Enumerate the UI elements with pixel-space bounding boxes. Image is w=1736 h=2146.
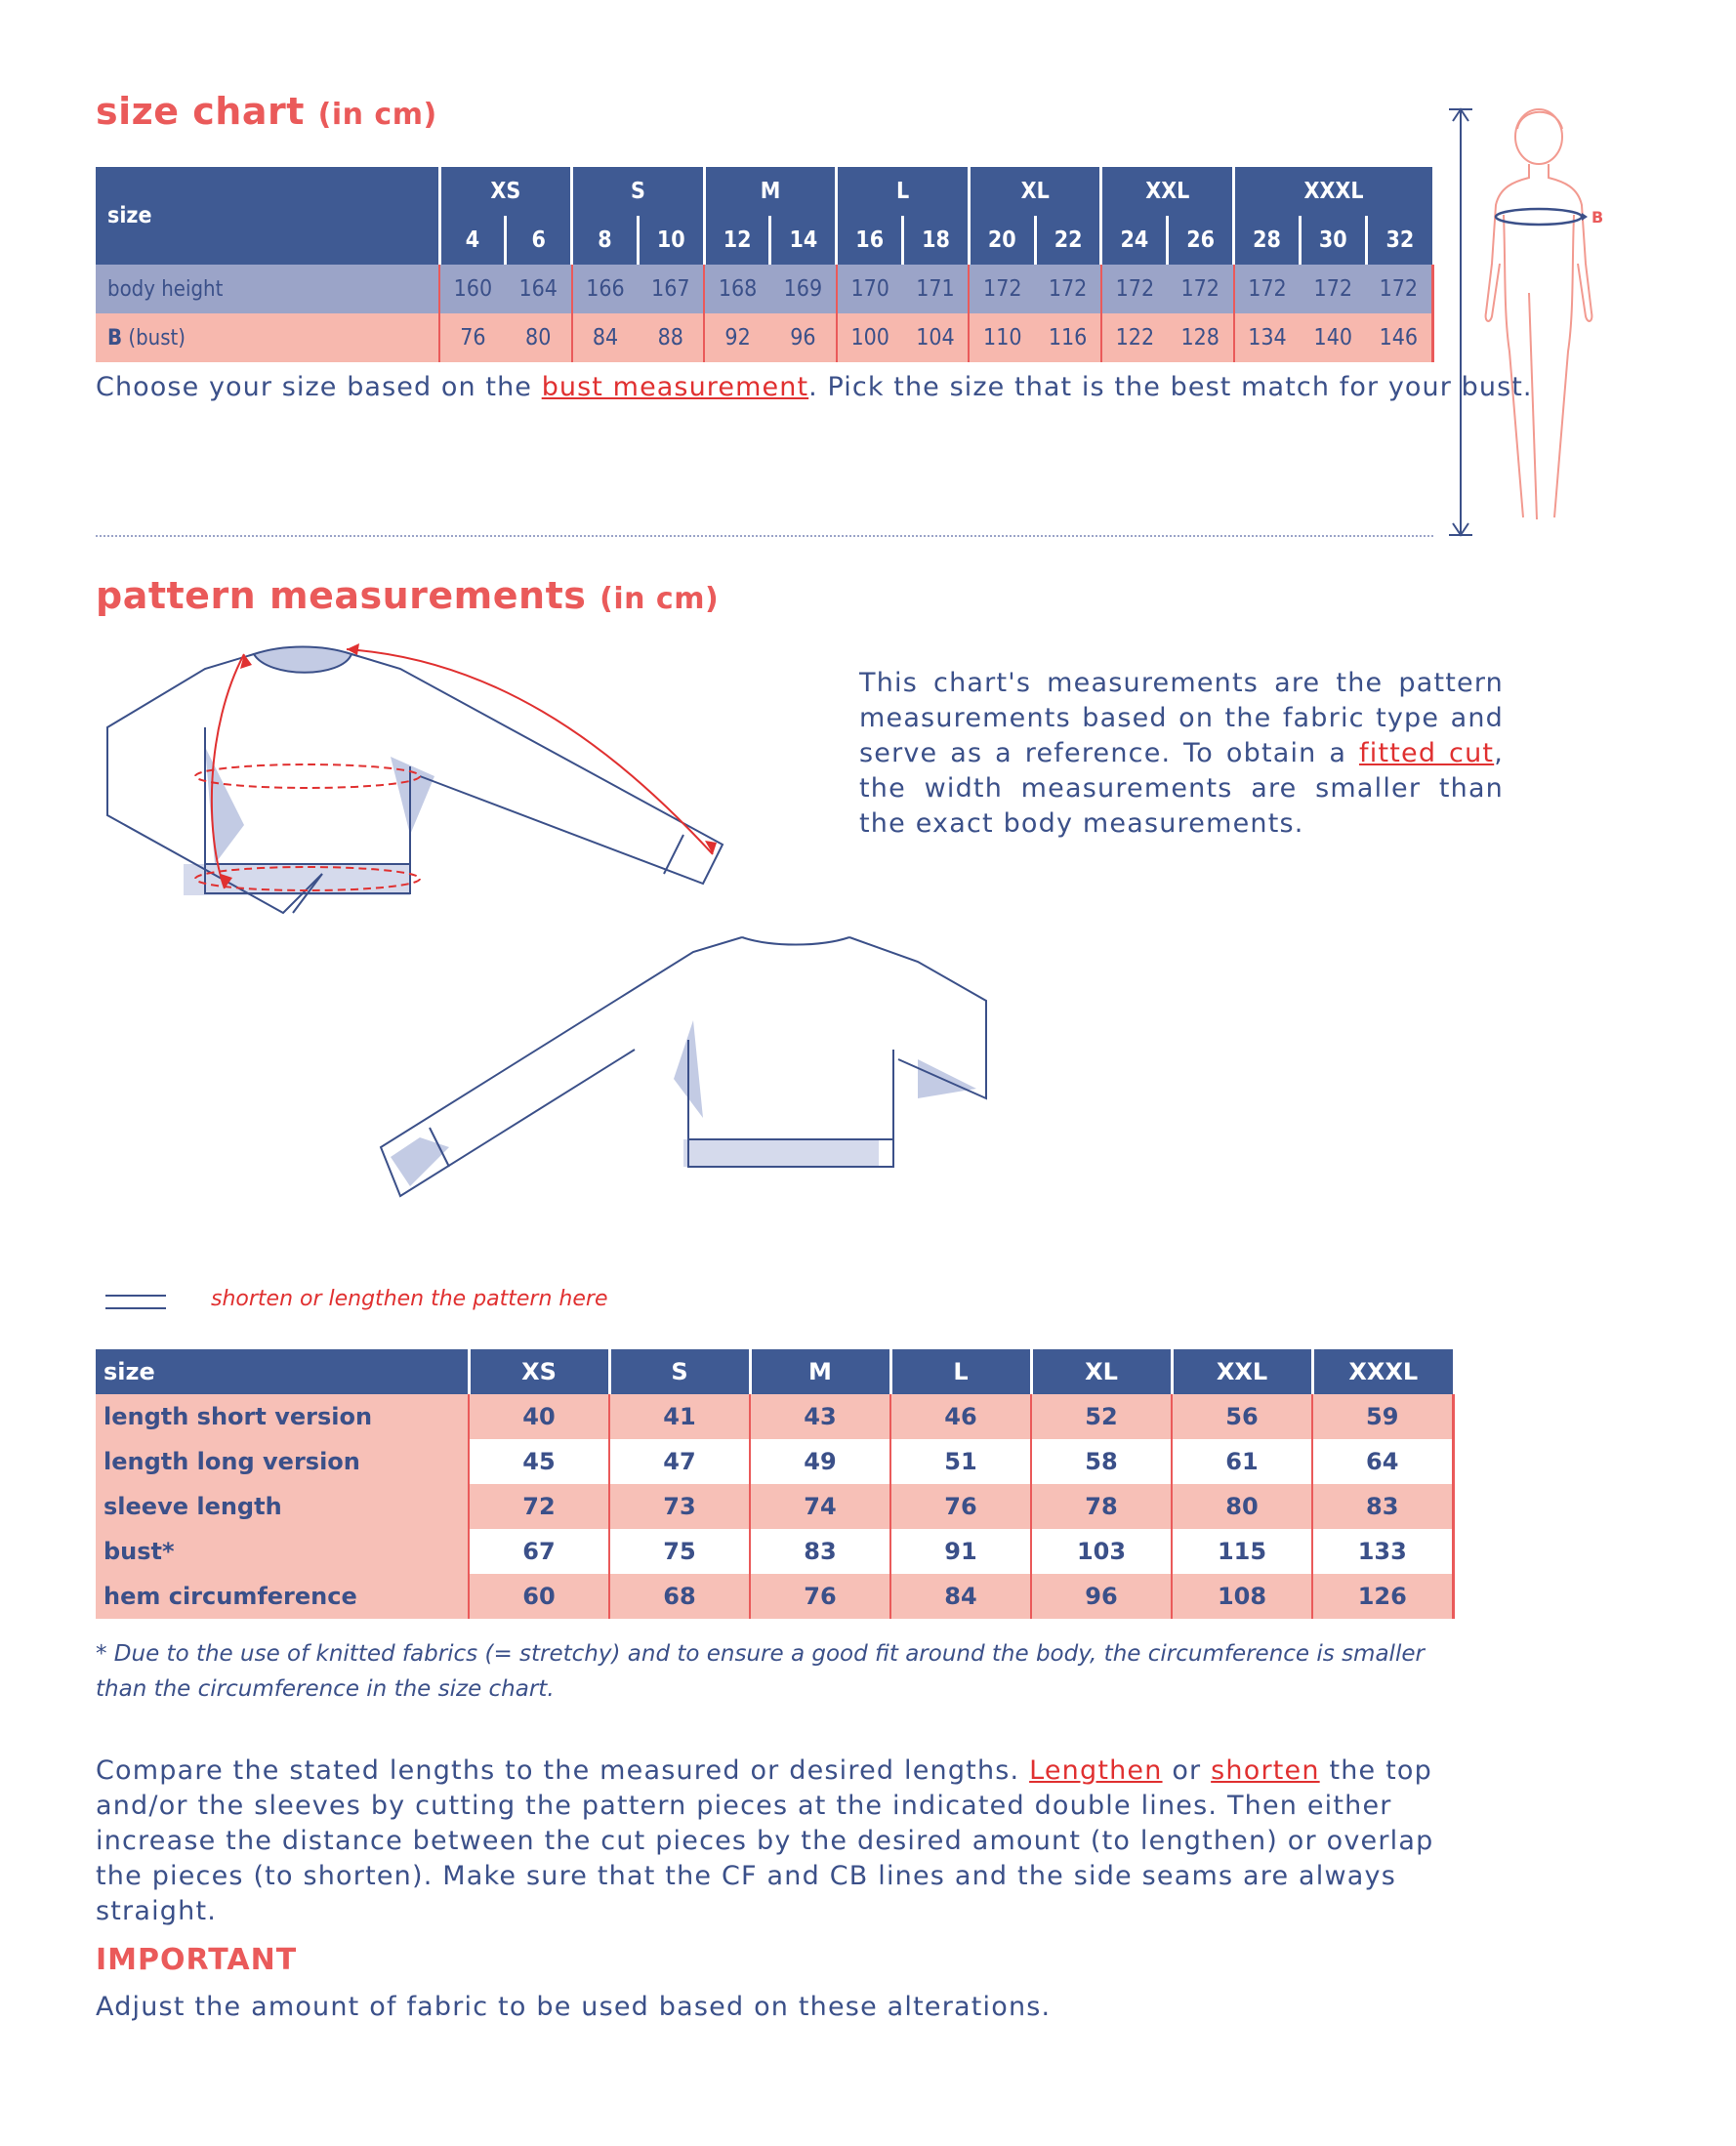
table-cell: 40 <box>469 1394 609 1439</box>
bust-value: 128 <box>1168 313 1234 362</box>
bust-value: 146 <box>1366 313 1432 362</box>
body-height-value: 160 <box>439 265 506 313</box>
table-cell: 78 <box>1031 1484 1172 1529</box>
size-number: 16 <box>837 216 903 265</box>
size-group: S <box>572 167 705 216</box>
pattern-size: S <box>609 1349 750 1394</box>
table-cell: 61 <box>1172 1439 1312 1484</box>
table-cell: 126 <box>1312 1574 1453 1619</box>
row-label: hem circumference <box>96 1574 469 1619</box>
table-cell: 45 <box>469 1439 609 1484</box>
body-height-value: 168 <box>704 265 770 313</box>
table-cell: 68 <box>609 1574 750 1619</box>
table-cell: 56 <box>1172 1394 1312 1439</box>
table-row <box>96 1574 1453 1619</box>
table-cell: 115 <box>1172 1529 1312 1574</box>
pattern-size-row <box>96 1349 1453 1394</box>
size-group: XL <box>969 167 1101 216</box>
row-label: length long version <box>96 1439 469 1484</box>
body-height-label: body height <box>96 265 439 313</box>
table-cell: 46 <box>890 1394 1031 1439</box>
pattern-size: M <box>750 1349 890 1394</box>
table-cell: 74 <box>750 1484 890 1529</box>
table-cell: 60 <box>469 1574 609 1619</box>
row-label: length short version <box>96 1394 469 1439</box>
size-number: 12 <box>704 216 770 265</box>
body-height-value: 172 <box>1035 265 1101 313</box>
pattern-size: XXXL <box>1312 1349 1453 1394</box>
bust-value: 76 <box>439 313 506 362</box>
size-number: 24 <box>1101 216 1168 265</box>
size-instruction <box>96 370 1533 405</box>
size-chart-unit: (in cm) <box>317 98 437 132</box>
size-group: XXXL <box>1234 167 1432 216</box>
size-chart-heading <box>96 90 437 133</box>
table-cell: 80 <box>1172 1484 1312 1529</box>
table-cell: 49 <box>750 1439 890 1484</box>
bust-label-letter: B <box>107 325 123 351</box>
body-figure-illustration <box>1435 98 1611 547</box>
table-cell: 84 <box>890 1574 1031 1619</box>
bust-row <box>96 313 1432 362</box>
size-number: 14 <box>770 216 837 265</box>
size-number: 6 <box>506 216 572 265</box>
body-height-value: 172 <box>1366 265 1432 313</box>
pattern-size: XL <box>1031 1349 1172 1394</box>
table-cell: 76 <box>750 1574 890 1619</box>
table-cell: 43 <box>750 1394 890 1439</box>
bust-value: 116 <box>1035 313 1101 362</box>
table-row <box>96 1439 1453 1484</box>
pattern-size: XS <box>469 1349 609 1394</box>
size-chart-title: size chart <box>96 90 305 133</box>
size-group: L <box>837 167 970 216</box>
alteration-text-mid: or <box>1162 1755 1212 1786</box>
size-group-row <box>96 167 1432 216</box>
pattern-description <box>859 666 1504 842</box>
measurement-arrows <box>195 649 713 890</box>
table-cell: 58 <box>1031 1439 1172 1484</box>
table-cell: 47 <box>609 1439 750 1484</box>
table-cell: 72 <box>469 1484 609 1529</box>
pattern-heading <box>96 574 719 617</box>
row-label: bust* <box>96 1529 469 1574</box>
bust-value: 104 <box>903 313 970 362</box>
alteration-text: Compare the stated lengths to the measured or desired lengths. <box>96 1755 1030 1786</box>
table-cell: 75 <box>609 1529 750 1574</box>
size-number: 32 <box>1366 216 1432 265</box>
size-number: 8 <box>572 216 639 265</box>
alteration-text-end: the top and/or the sleeves by cutting the pattern pieces at the indicated double lines. Then either increase the distance between the cut pieces by the desired amount (to lengthen) or overlap the pieces (to shorten). Make sure that the CF and CB lines and the side seams are always straight. <box>96 1755 1434 1926</box>
table-cell: 83 <box>750 1529 890 1574</box>
section-divider <box>96 535 1433 537</box>
pattern-size-label: size <box>96 1349 469 1394</box>
size-label: size <box>96 167 439 265</box>
bust-value: 88 <box>638 313 704 362</box>
legend-text: shorten or lengthen the pattern here <box>211 1287 608 1311</box>
important-text: Adjust the amount of fabric to be used based on these alterations. <box>96 1992 1052 2022</box>
pattern-table <box>96 1349 1455 1619</box>
pattern-size: XXL <box>1172 1349 1312 1394</box>
footnote: * Due to the use of knitted fabrics (= stretchy) and to ensure a good fit around the body, the circumference is smaller than the circumference in the size chart. <box>96 1641 1425 1702</box>
size-number: 4 <box>439 216 506 265</box>
table-cell: 96 <box>1031 1574 1172 1619</box>
figure-bust-label: B <box>1591 208 1604 227</box>
lengthen-link[interactable]: Lengthen <box>1029 1755 1163 1786</box>
pattern-size: L <box>890 1349 1031 1394</box>
size-number: 30 <box>1300 216 1366 265</box>
size-number: 28 <box>1234 216 1301 265</box>
body-height-value: 164 <box>506 265 572 313</box>
size-number: 18 <box>903 216 970 265</box>
size-group: XXL <box>1101 167 1234 216</box>
table-cell: 103 <box>1031 1529 1172 1574</box>
row-label: sleeve length <box>96 1484 469 1529</box>
fitted-cut-link[interactable]: fitted cut <box>1359 738 1495 768</box>
table-cell: 76 <box>890 1484 1031 1529</box>
description-text-end: , the width measurements are smaller than the exact body measurements. <box>859 738 1504 839</box>
size-chart-table <box>96 167 1434 362</box>
bust-value: 134 <box>1234 313 1301 362</box>
table-row <box>96 1394 1453 1439</box>
arrow-heads <box>221 643 717 888</box>
bust-value: 140 <box>1300 313 1366 362</box>
table-cell: 67 <box>469 1529 609 1574</box>
front-sweater-illustration <box>98 640 742 923</box>
back-sweater-illustration <box>371 893 996 1206</box>
body-height-row <box>96 265 1432 313</box>
table-cell: 41 <box>609 1394 750 1439</box>
description-text: This chart's measurements are the pattern measurements based on the fabric type and serve as a reference. To obtain a <box>859 668 1504 768</box>
bust-label-text: (bust) <box>128 325 186 351</box>
table-cell: 59 <box>1312 1394 1453 1439</box>
bust-value: 122 <box>1101 313 1168 362</box>
body-height-value: 172 <box>969 265 1035 313</box>
body-height-value: 167 <box>638 265 704 313</box>
table-row <box>96 1484 1453 1529</box>
table-cell: 64 <box>1312 1439 1453 1484</box>
bust-measurement-link[interactable]: bust measurement <box>541 372 809 402</box>
table-cell: 51 <box>890 1439 1031 1484</box>
size-group: XS <box>439 167 572 216</box>
table-cell: 108 <box>1172 1574 1312 1619</box>
body-height-value: 170 <box>837 265 903 313</box>
body-height-value: 171 <box>903 265 970 313</box>
table-cell: 133 <box>1312 1529 1453 1574</box>
bust-value: 100 <box>837 313 903 362</box>
pattern-title: pattern measurements <box>96 574 587 617</box>
table-cell: 91 <box>890 1529 1031 1574</box>
important-heading: IMPORTANT <box>96 1943 298 1977</box>
pattern-unit: (in cm) <box>599 582 720 616</box>
bust-label <box>96 313 439 362</box>
shorten-link[interactable]: shorten <box>1211 1755 1320 1786</box>
size-number: 20 <box>969 216 1035 265</box>
bust-value: 110 <box>969 313 1035 362</box>
woman-figure-icon <box>1486 109 1592 519</box>
body-height-value: 172 <box>1234 265 1301 313</box>
size-number: 26 <box>1168 216 1234 265</box>
back-shading <box>391 1020 976 1186</box>
body-height-value: 166 <box>572 265 639 313</box>
size-number: 22 <box>1035 216 1101 265</box>
bust-value: 96 <box>770 313 837 362</box>
bust-value: 80 <box>506 313 572 362</box>
body-height-value: 172 <box>1168 265 1234 313</box>
size-number: 10 <box>638 216 704 265</box>
shorten-lengthen-icon <box>105 1295 166 1309</box>
body-height-value: 169 <box>770 265 837 313</box>
table-cell: 83 <box>1312 1484 1453 1529</box>
table-row <box>96 1529 1453 1574</box>
instruction-text-end: . Pick the size that is the best match for your bust. <box>808 372 1533 402</box>
alteration-paragraph <box>96 1754 1463 1929</box>
body-height-value: 172 <box>1300 265 1366 313</box>
height-arrow-icon <box>1449 109 1472 535</box>
table-cell: 73 <box>609 1484 750 1529</box>
table-cell: 52 <box>1031 1394 1172 1439</box>
bust-value: 92 <box>704 313 770 362</box>
body-height-value: 172 <box>1101 265 1168 313</box>
instruction-text: Choose your size based on the <box>96 372 542 402</box>
size-group: M <box>704 167 837 216</box>
bust-value: 84 <box>572 313 639 362</box>
